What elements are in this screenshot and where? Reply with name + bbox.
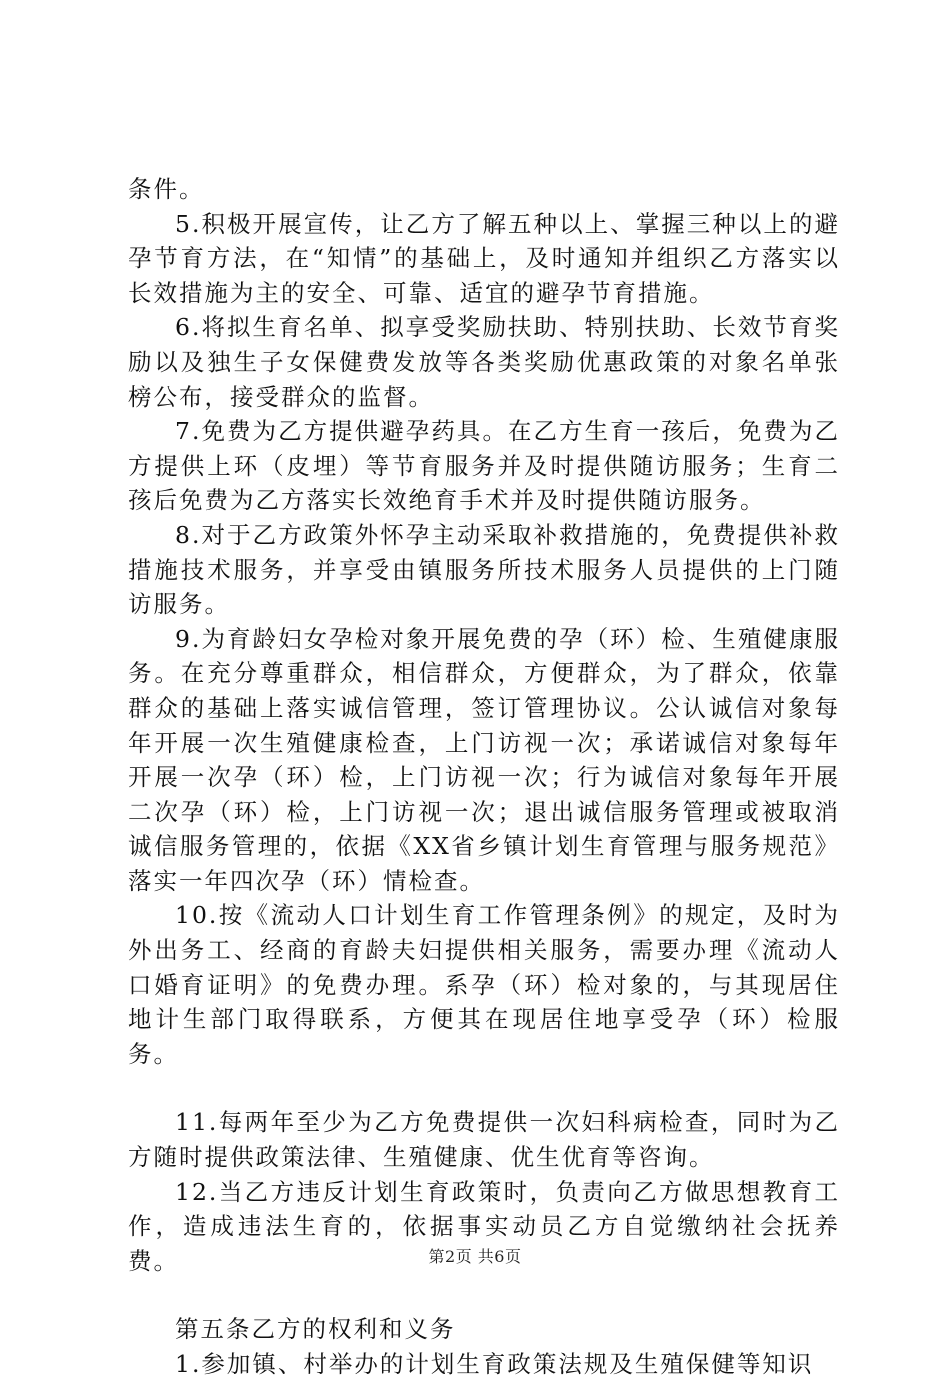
paragraph-item-12: 12.当乙方违反计划生育政策时，负责向乙方做思想教育工作，造成违法生育的，依据事实动员乙方自觉缴纳社会抚养费。 bbox=[128, 1177, 840, 1275]
paragraph-continuation: 条件。 bbox=[128, 175, 205, 203]
paragraph-item-11: 11.每两年至少为乙方免费提供一次妇科病检查，同时为乙方随时提供政策法律、生殖健康、优生优育等咨询。 bbox=[128, 1108, 840, 1172]
paragraph-item-1: 1.参加镇、村举办的计划生育政策法规及生殖保健等知识 bbox=[175, 1350, 814, 1378]
paragraph-item-5: 5.积极开展宣传，让乙方了解五种以上、掌握三种以上的避孕节育方法，在“知情”的基础上，及时通知并组织乙方落实以长效措施为主的安全、可靠、适宜的避孕节育措施。 bbox=[128, 209, 840, 307]
paragraph-item-7: 7.免费为乙方提供避孕药具。在乙方生育一孩后，免费为乙方提供上环（皮埋）等节育服务并及时提供随访服务；生育二孩后免费为乙方落实长效绝育手术并及时提供随访服务。 bbox=[128, 417, 840, 515]
paragraph-item-10: 10.按《流动人口计划生育工作管理条例》的规定，及时为外出务工、经商的育龄夫妇提供相关服务，需要办理《流动人口婚育证明》的免费办理。系孕（环）检对象的，与其现居住地计生部门取得联系，方便其在现居住地享受孕（环）检服务。 bbox=[128, 901, 840, 1068]
paragraph-item-8: 8.对于乙方政策外怀孕主动采取补救措施的，免费提供补救措施技术服务，并享受由镇服务所技术服务人员提供的上门随访服务。 bbox=[128, 520, 840, 619]
paragraph-item-6: 6.将拟生育名单、拟享受奖励扶助、特别扶助、长效节育奖励以及独生子女保健费发放等各类奖励优惠政策的对象名单张榜公布，接受群众的监督。 bbox=[128, 313, 840, 411]
section-heading-article-5: 第五条乙方的权利和义务 bbox=[175, 1315, 456, 1344]
document-body bbox=[128, 172, 840, 1382]
paragraph-item-9: 9.为育龄妇女孕检对象开展免费的孕（环）检、生殖健康服务。在充分尊重群众，相信群众，方便群众，为了群众，依靠群众的基础上落实诚信管理，签订管理协议。公认诚信对象每年开展一次生殖健康检查，上门访视一次；承诺诚信对象每年开展一次孕（环）检，上门访视一次；行为诚信对象每年开展二次孕（环）检，上门访视一次；退出诚信服务管理或被取消诚信服务管理的，依据《XX省乡镇计划生育管理与服务规范》落实一年四次孕（环）情检查。 bbox=[128, 624, 840, 895]
page-number-footer: 第2页 共6页 bbox=[428, 1247, 522, 1266]
